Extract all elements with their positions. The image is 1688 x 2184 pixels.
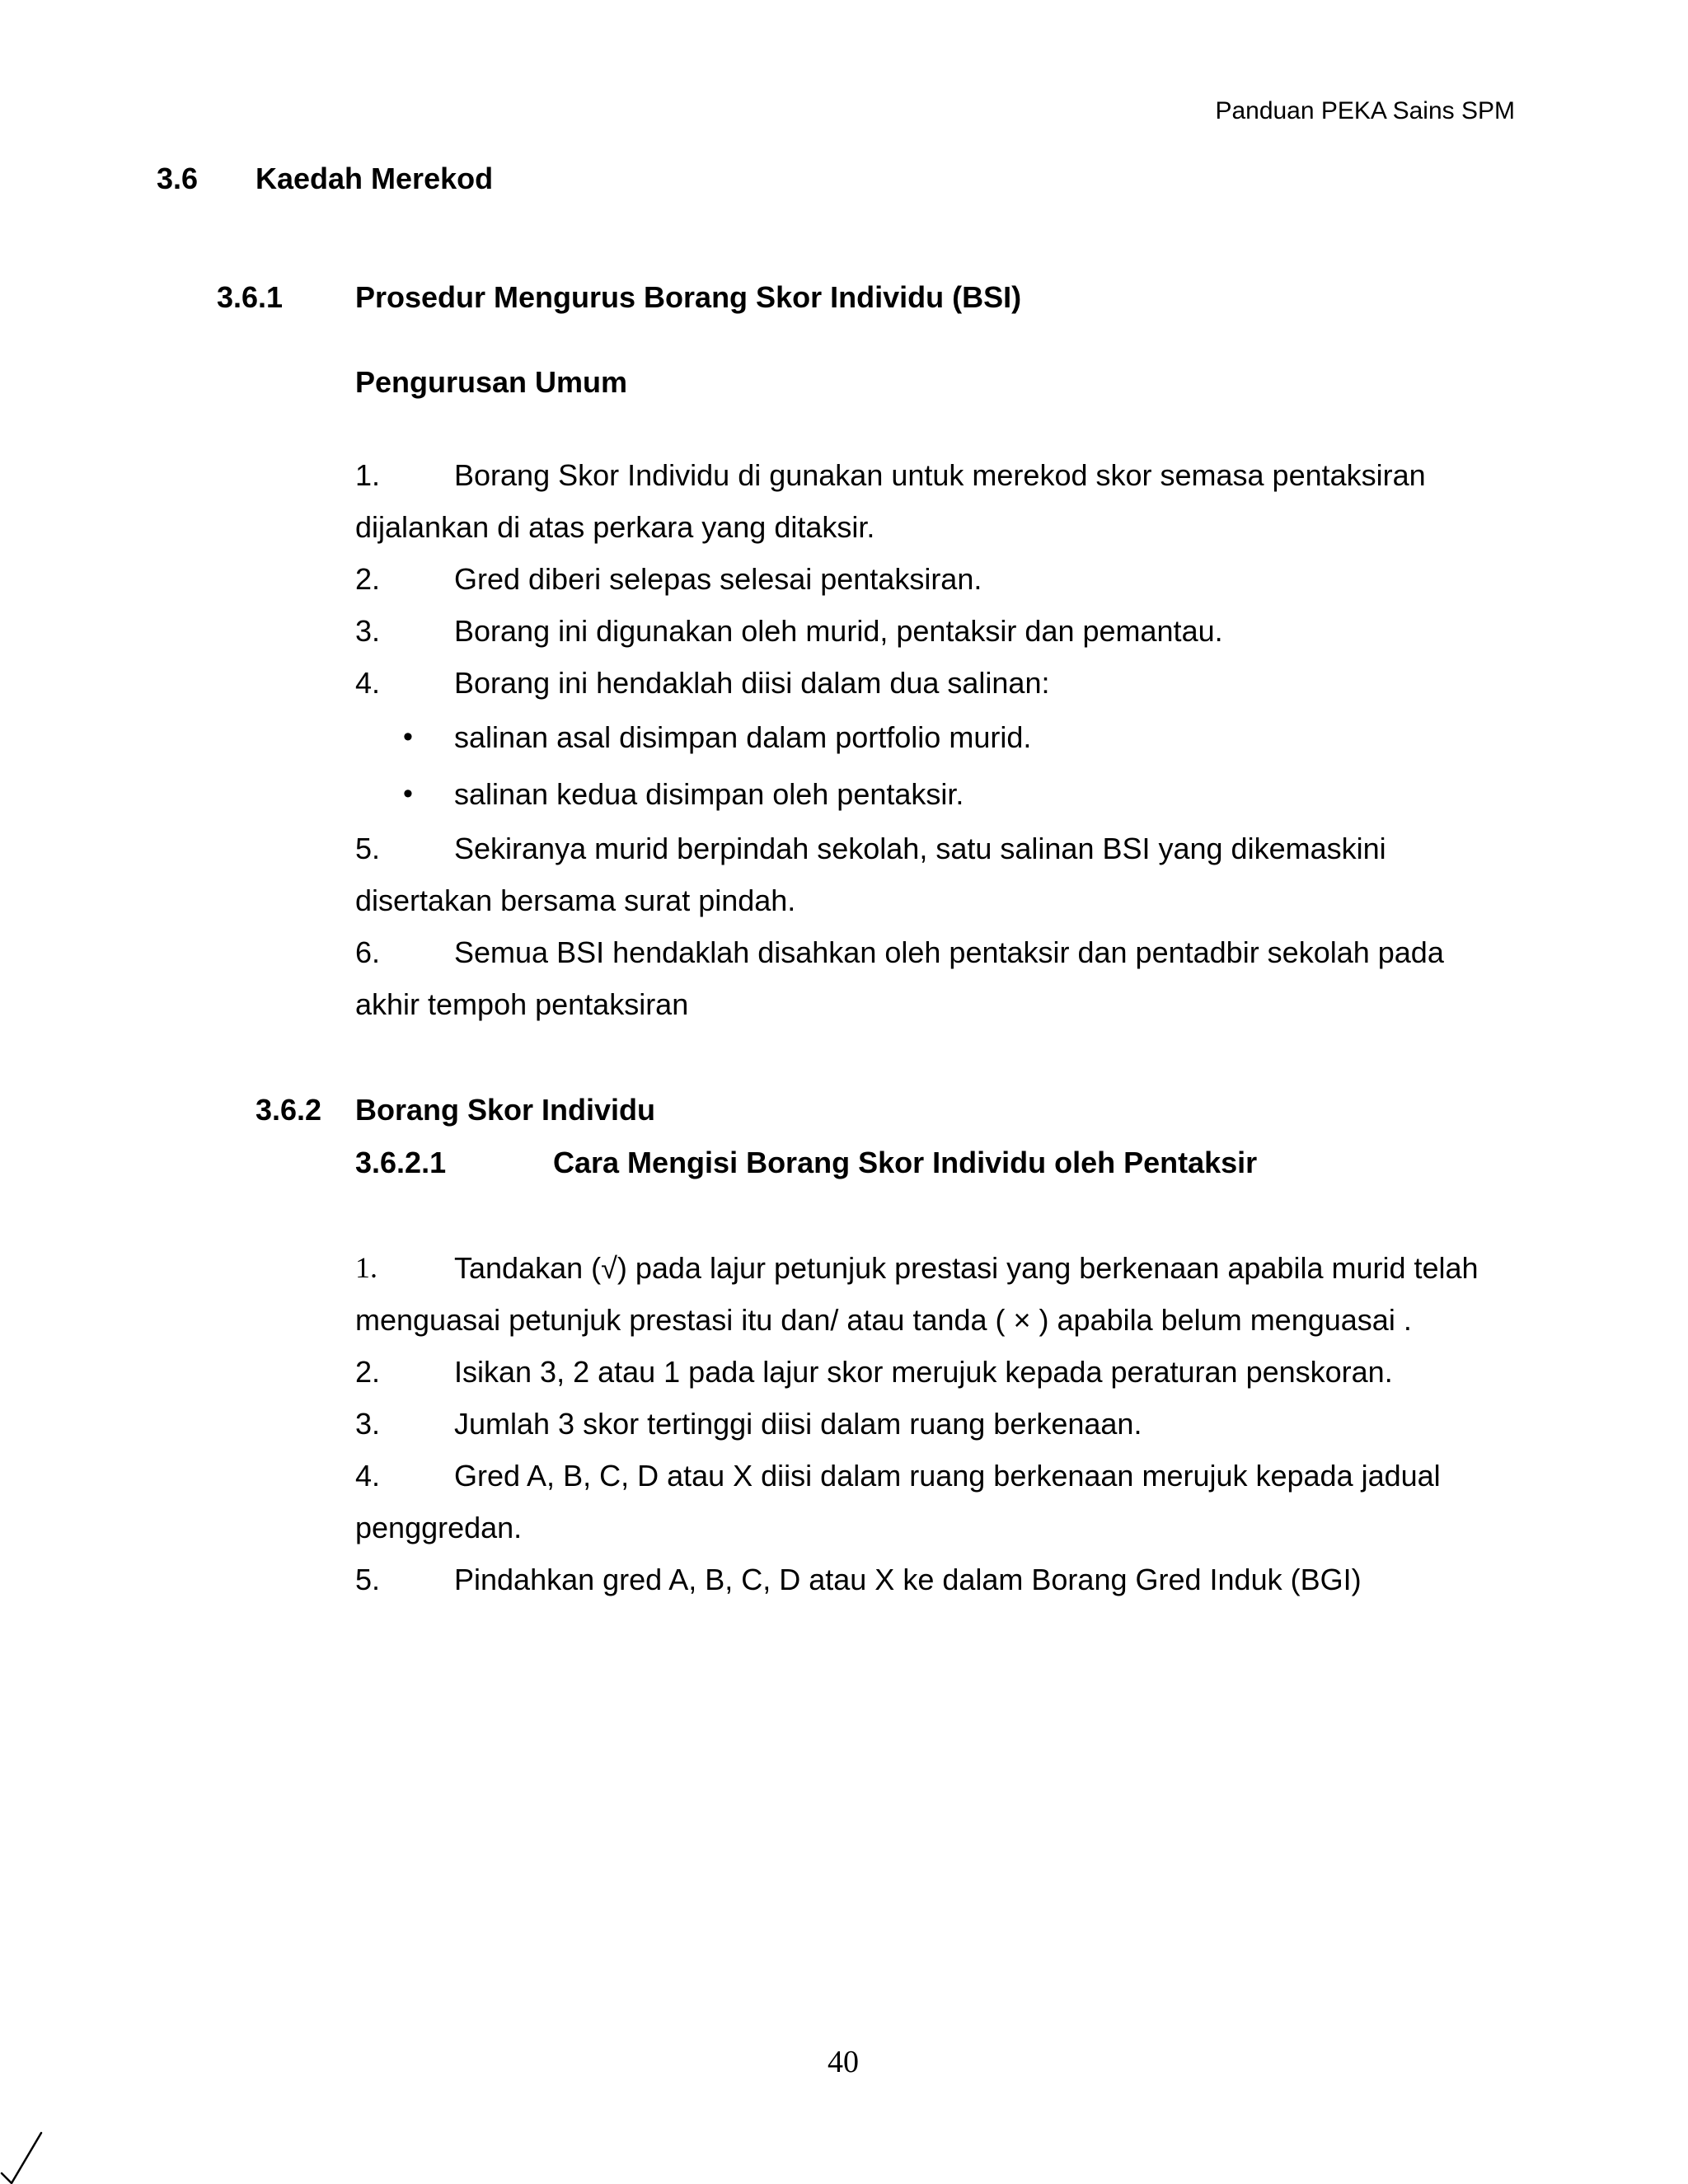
list-item-text: Semua BSI hendaklah disahkan oleh pentaksir dan pentadbir sekolah pada <box>454 935 1444 969</box>
list-item-number: 3. <box>355 614 381 648</box>
bullet-icon: • <box>403 721 413 752</box>
list-item-number: 1. <box>355 1251 377 1284</box>
list-item-number: 3. <box>355 1407 381 1441</box>
list-item-text: Sekiranya murid berpindah sekolah, satu salinan BSI yang dikemaskini <box>454 832 1386 865</box>
list-item-text: Gred A, B, C, D atau X diisi dalam ruang berkenaan merujuk kepada jadual <box>454 1459 1441 1493</box>
handwritten-check-mark <box>0 2130 49 2184</box>
bullet-text: salinan kedua disimpan oleh pentaksir. <box>454 777 964 811</box>
list-item-number: 5. <box>355 832 381 865</box>
subsubsection-title: Cara Mengisi Borang Skor Individu oleh Pentaksir <box>553 1146 1258 1179</box>
list-item-text: Tandakan (√) pada lajur petunjuk prestasi yang berkenaan apabila murid telah <box>454 1251 1479 1285</box>
list-item-number: 2. <box>355 562 381 596</box>
list-item-text: Borang ini digunakan oleh murid, pentaksir dan pemantau. <box>454 614 1223 648</box>
section-number: 3.6 <box>157 162 199 195</box>
page-number: 40 <box>828 2045 859 2079</box>
list-item-number: 1. <box>355 458 381 492</box>
list-item-text: disertakan bersama surat pindah. <box>355 883 796 917</box>
list-item-text: Isikan 3, 2 atau 1 pada lajur skor merujuk kepada peraturan penskoran. <box>454 1355 1393 1389</box>
list-item-number: 2. <box>355 1355 381 1389</box>
subsection-title: Prosedur Mengurus Borang Skor Individu (BSI) <box>355 280 1022 314</box>
bullet-text: salinan asal disimpan dalam portfolio murid. <box>454 720 1032 754</box>
list-item-text: Jumlah 3 skor tertinggi diisi dalam ruang berkenaan. <box>454 1407 1142 1441</box>
bullet-icon: • <box>403 778 413 809</box>
list-item-text: akhir tempoh pentaksiran <box>355 987 689 1021</box>
list-item-number: 4. <box>355 666 381 700</box>
subsubsection-number: 3.6.2.1 <box>355 1146 447 1179</box>
list-item-number: 6. <box>355 935 381 969</box>
list-item-text: dijalankan di atas perkara yang ditaksir. <box>355 510 875 544</box>
general-heading: Pengurusan Umum <box>355 365 628 399</box>
list-item-text: Pindahkan gred A, B, C, D atau X ke dalam Borang Gred Induk (BGI) <box>454 1563 1362 1596</box>
list-item-number: 5. <box>355 1563 381 1596</box>
subsection-number: 3.6.2 <box>256 1093 322 1127</box>
list-item-text: Gred diberi selepas selesai pentaksiran. <box>454 562 982 596</box>
list-item-number: 4. <box>355 1459 381 1493</box>
list-item-text: menguasai petunjuk prestasi itu dan/ atau tanda ( × ) apabila belum menguasai . <box>355 1303 1412 1337</box>
subsection-number: 3.6.1 <box>217 280 284 314</box>
running-header: Panduan PEKA Sains SPM <box>1215 97 1515 124</box>
subsection-title: Borang Skor Individu <box>355 1093 656 1127</box>
list-item-text: penggredan. <box>355 1511 523 1544</box>
list-item-text: Borang ini hendaklah diisi dalam dua salinan: <box>454 666 1050 700</box>
list-item-text: Borang Skor Individu di gunakan untuk merekod skor semasa pentaksiran <box>454 458 1426 492</box>
section-title: Kaedah Merekod <box>256 162 494 195</box>
